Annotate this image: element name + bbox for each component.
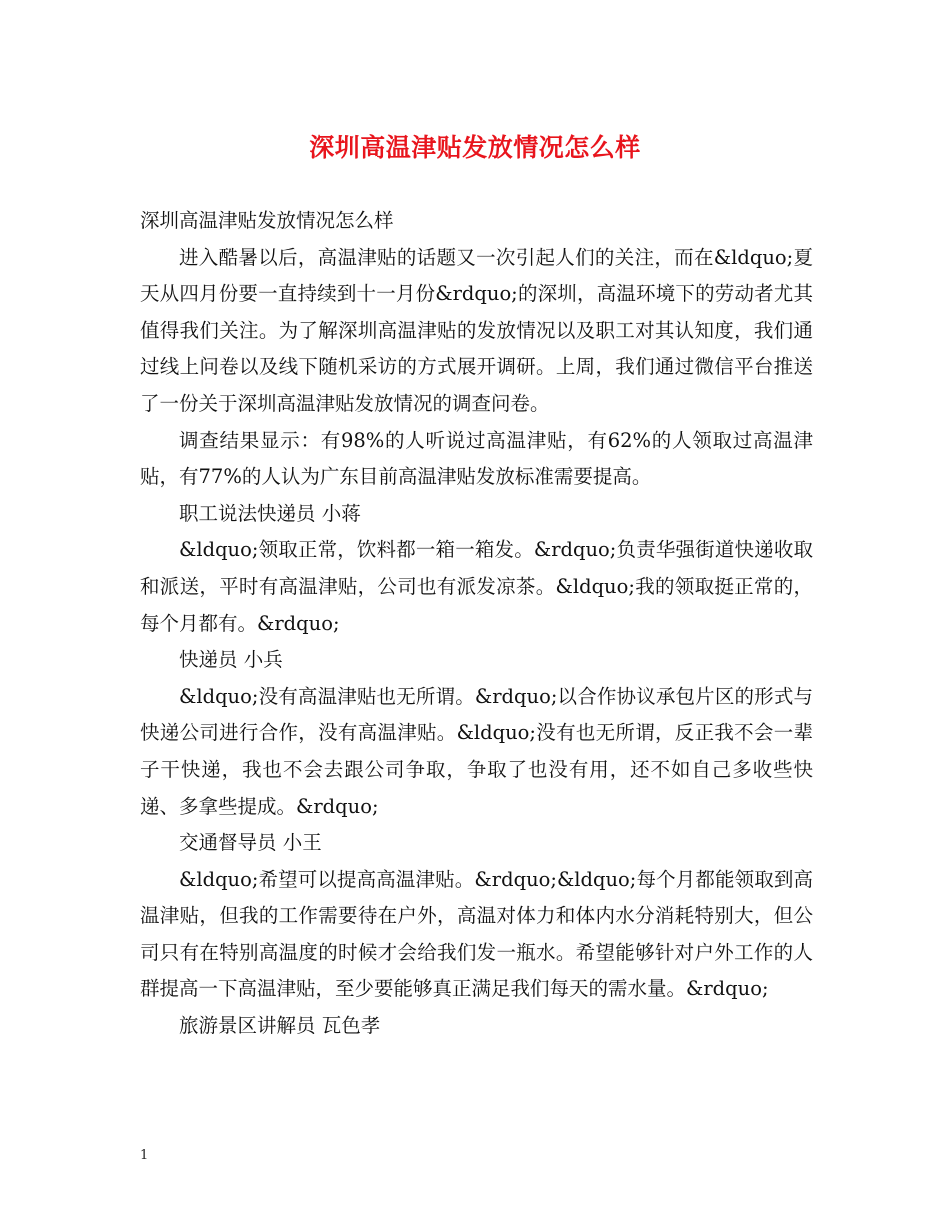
paragraph-heading-traffic-xiaowang: 交通督导员 小王 (179, 831, 322, 855)
paragraph-quote-xiaobing: &ldquo;没有高温津贴也无所谓。&rdquo;以合作协议承包片区的形式与快递公司进行合作，没有高温津贴。&ldquo;没有也无所谓，反正我不会一辈子干快递，我也不会去跟公司争取，争取了也没有用，还不如自己多收些快递、多拿些提成。&rdquo; (140, 684, 813, 818)
paragraph-heading-courier-xiaojiang: 职工说法快递员 小蒋 (179, 501, 361, 525)
paragraph-heading-tour-guide: 旅游景区讲解员 瓦色孝 (179, 1014, 381, 1038)
paragraph-subtitle: 深圳高温津贴发放情况怎么样 (140, 209, 394, 232)
page-number: 1 (140, 1148, 149, 1163)
paragraph-quote-xiaojiang: &ldquo;领取正常，饮料都一箱一箱发。&rdquo;负责华强街道快递收取和派送，平时有高温津贴，公司也有派发凉茶。&ldquo;我的领取挺正常的，每个月都有。&rdquo; (140, 538, 813, 635)
paragraph-quote-xiaowang: &ldquo;希望可以提高高温津贴。&rdquo;&ldquo;每个月都能领取到高温津贴，但我的工作需要待在户外，高温对体力和体内水分消耗特别大，但公司只有在特别高温度的时候才会给我们发一瓶水。希望能够针对户外工作的人群提高一下高温津贴，至少要能够真正满足我们每天的需水量。&rdquo; (140, 867, 813, 1001)
document-body (140, 203, 813, 1045)
paragraph-intro: 进入酷暑以后，高温津贴的话题又一次引起人们的关注，而在&ldquo;夏天从四月份要一直持续到十一月份&rdquo;的深圳，高温环境下的劳动者尤其值得我们关注。为了解深圳高温津贴的发放情况以及职工对其认知度，我们通过线上问卷以及线下随机采访的方式展开调研。上周，我们通过微信平台推送了一份关于深圳高温津贴发放情况的调查问卷。 (140, 245, 813, 415)
paragraph-survey-results: 调查结果显示：有98%的人听说过高温津贴，有62%的人领取过高温津贴，有77%的人认为广东目前高温津贴发放标准需要提高。 (140, 428, 813, 489)
document-title: 深圳高温津贴发放情况怎么样 (309, 133, 641, 162)
paragraph-heading-courier-xiaobing: 快递员 小兵 (179, 648, 283, 672)
